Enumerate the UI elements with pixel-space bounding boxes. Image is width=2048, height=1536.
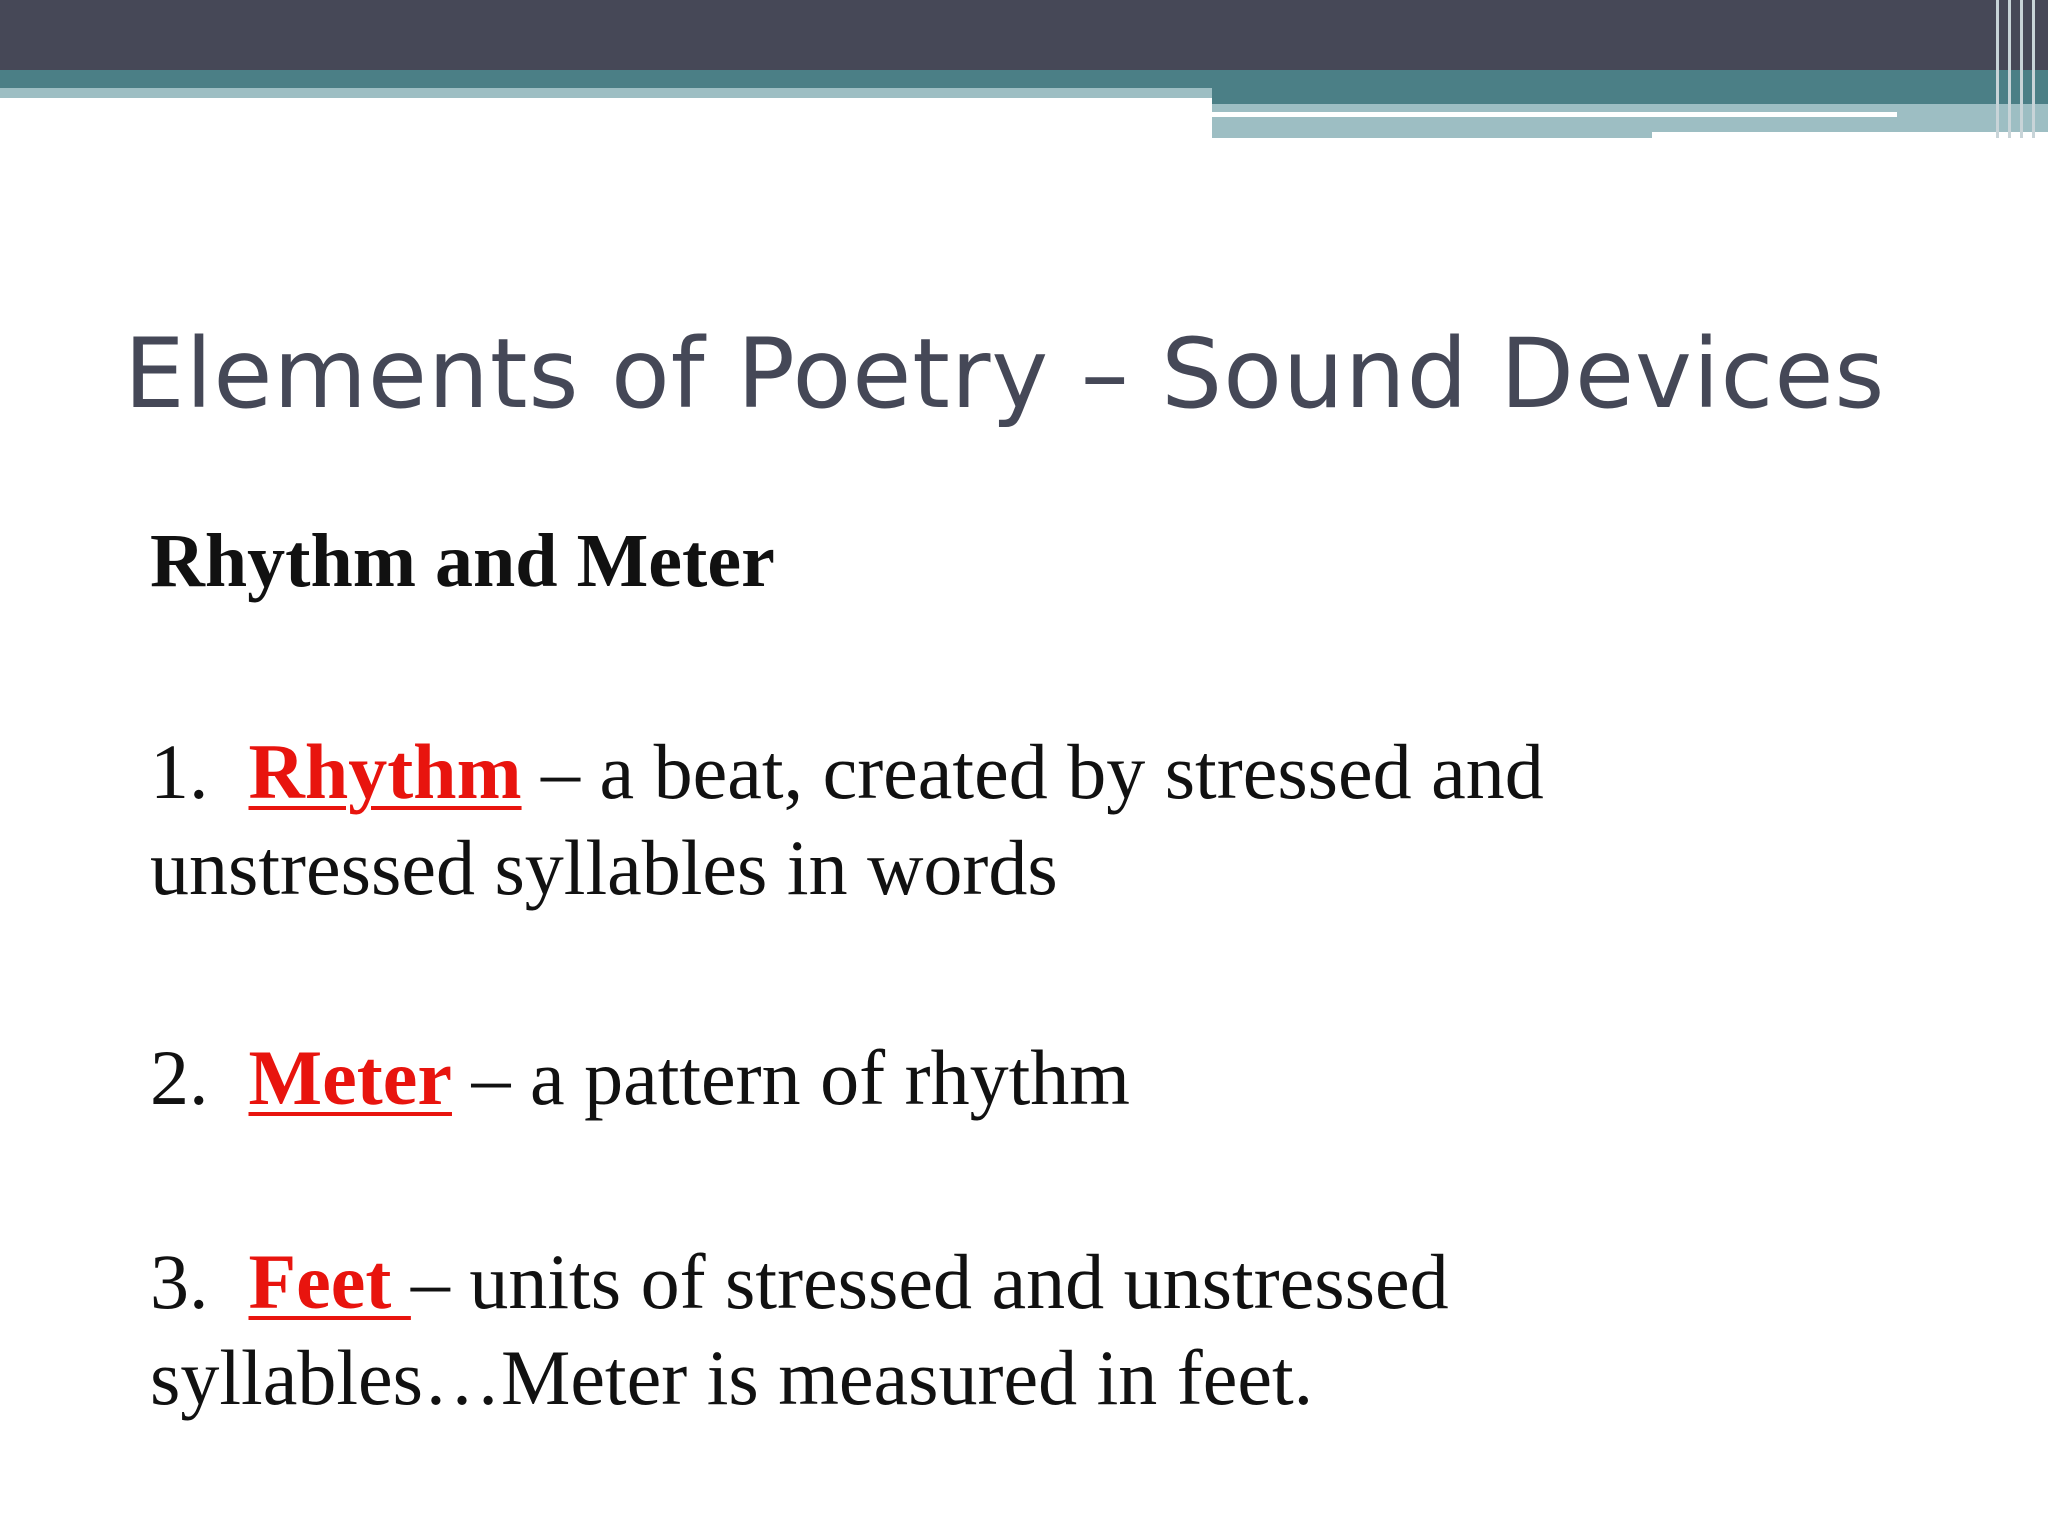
definition-text: – a pattern of rhythm (451, 1034, 1130, 1121)
list-item-feet (150, 1234, 1449, 1426)
definition-text-continued: unstressed syllables in words (150, 824, 1058, 911)
header-stripe-white (1212, 112, 1897, 117)
term-feet: Feet (248, 1238, 411, 1325)
definition-text-continued: syllables…Meter is measured in feet. (150, 1334, 1314, 1421)
header-band-teal (0, 70, 2048, 88)
term-meter: Meter (248, 1034, 452, 1121)
definition-text: – units of stressed and unstressed (410, 1238, 1449, 1325)
slide-title: Elements of Poetry – Sound Devices (124, 318, 1886, 430)
list-item-meter (150, 1030, 1130, 1126)
header-band-light-left (0, 88, 1212, 98)
section-heading: Rhythm and Meter (150, 519, 775, 603)
item-number: 1. (150, 728, 209, 815)
item-number: 2. (150, 1034, 209, 1121)
definition-text: – a beat, created by stressed and (521, 728, 1544, 815)
item-number: 3. (150, 1238, 209, 1325)
header-band-teal-right (1212, 88, 2048, 104)
header-band-dark (0, 0, 2048, 70)
list-item-rhythm (150, 724, 1544, 916)
header-edge-lines (1988, 0, 2048, 138)
term-rhythm: Rhythm (248, 728, 522, 815)
